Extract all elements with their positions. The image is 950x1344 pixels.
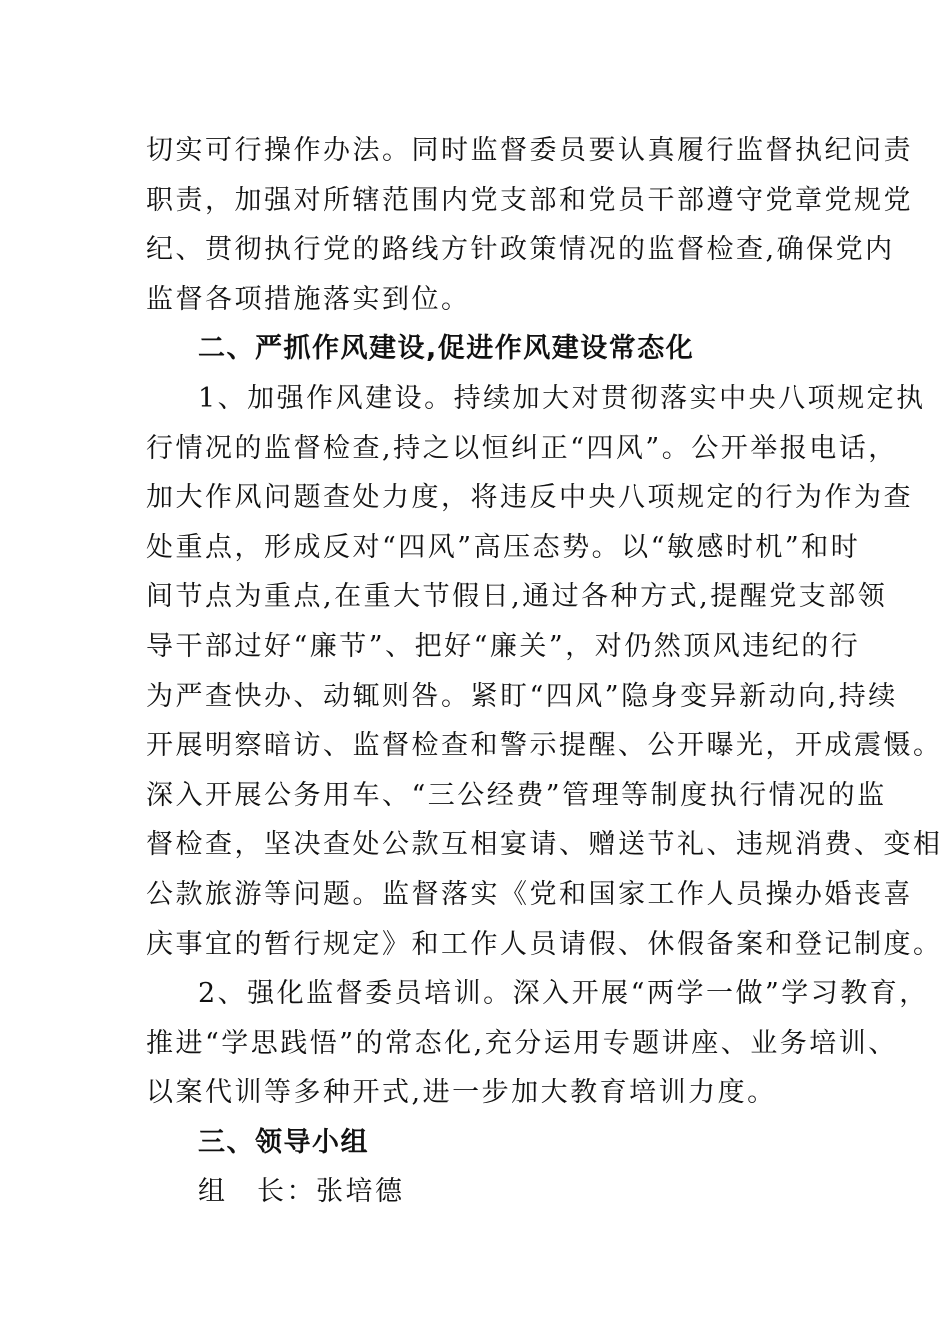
paragraph-line: 处重点，形成反对“四风”高压态势。以“敏感时机”和时 xyxy=(146,531,861,563)
paragraph-line: 庆事宜的暂行规定》和工作人员请假、休假备案和登记制度。 xyxy=(146,928,943,960)
paragraph-line: 间节点为重点,在重大节假日,通过各种方式,提醒党支部领 xyxy=(146,581,888,613)
paragraph-line: 纪、贯彻执行党的路线方针政策情况的监督检查,确保党内 xyxy=(146,234,895,266)
paragraph-line: 开展明察暗访、监督检查和警示提醒、公开曝光，开成震慑。 xyxy=(146,730,943,762)
paragraph-line: 行情况的监督检查,持之以恒纠正“四风”。公开举报电话， xyxy=(146,432,898,464)
paragraph-line: 切实可行操作办法。同时监督委员要认真履行监督执纪问责 xyxy=(146,135,913,166)
section-heading: 二、严抓作风建设,促进作风建设常态化 xyxy=(198,333,695,365)
paragraph-line: 职责，加强对所辖范围内党支部和党员干部遵守党章党规党 xyxy=(146,184,913,216)
leader-entry: 组 长：张培德 xyxy=(198,1176,405,1208)
paragraph-line: 监督各项措施落实到位。 xyxy=(146,283,471,315)
section-heading: 三、领导小组 xyxy=(198,1126,369,1158)
document-page xyxy=(146,126,943,1217)
paragraph-line: 推进“学思践悟”的常态化,充分运用专题讲座、业务培训、 xyxy=(146,1027,898,1059)
paragraph-line: 1、加强作风建设。持续加大对贯彻落实中央八项规定执 xyxy=(198,382,926,414)
paragraph-line: 督检查，坚决查处公款互相宴请、赠送节礼、违规消费、变相 xyxy=(146,829,943,861)
paragraph-line: 深入开展公务用车、“三公经费”管理等制度执行情况的监 xyxy=(146,779,887,811)
paragraph-line: 公款旅游等问题。监督落实《党和国家工作人员操办婚丧喜 xyxy=(146,878,913,910)
paragraph-line: 以案代训等多种开式,进一步加大教育培训力度。 xyxy=(146,1077,777,1109)
paragraph-line: 导干部过好“廉节”、把好“廉关”，对仍然顶风违纪的行 xyxy=(146,630,861,662)
paragraph-line: 2、强化监督委员培训。深入开展“两学一做”学习教育， xyxy=(198,978,929,1010)
paragraph-line: 加大作风问题查处力度，将违反中央八项规定的行为作为查 xyxy=(146,482,913,514)
paragraph-line: 为严查快办、动辄则咎。紧盯“四风”隐身变异新动向,持续 xyxy=(146,680,898,712)
